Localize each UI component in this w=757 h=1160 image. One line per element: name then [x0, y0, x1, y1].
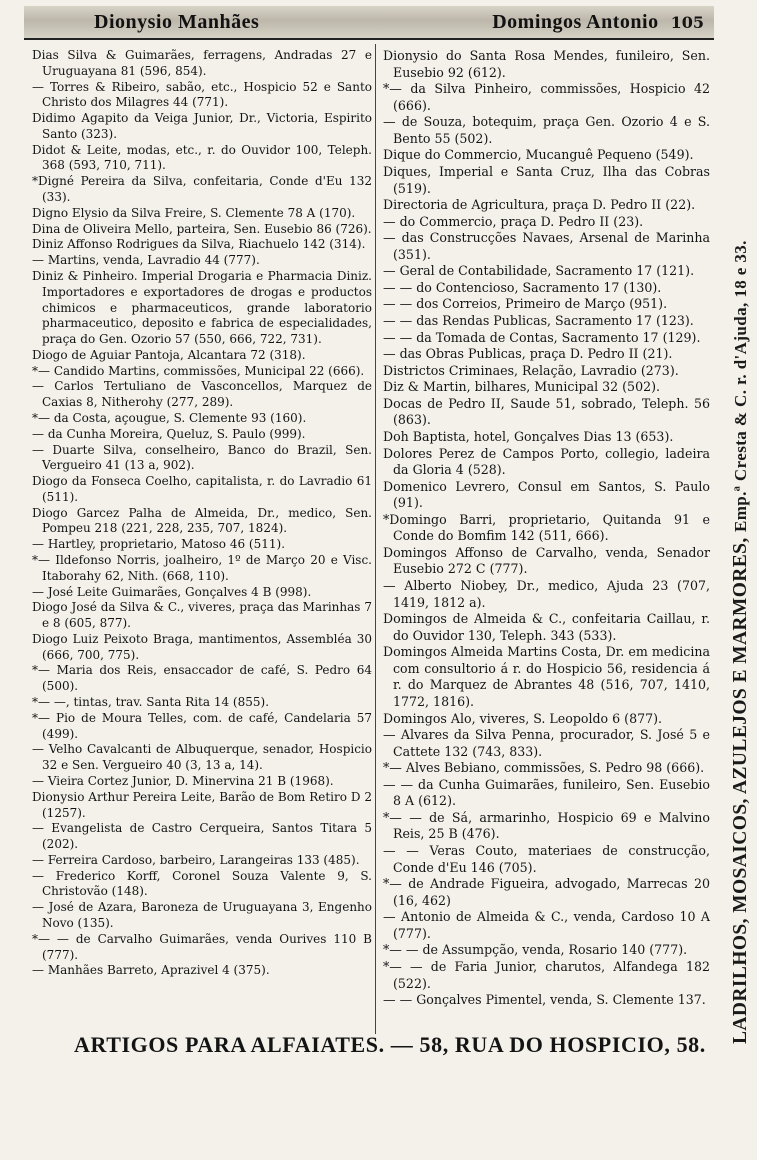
list-item: *— da Costa, açougue, S. Clemente 93 (160). — [32, 410, 307, 425]
list-item: — de Souza, botequim, praça Gen. Ozorio 4 e S. Bento 55 (502). — [383, 114, 710, 146]
list-item: — da Cunha Moreira, Queluz, S. Paulo (999). — [32, 426, 306, 441]
list-item: — — Gonçalves Pimentel, venda, S. Clemente 137. — [383, 992, 706, 1008]
list-item: Domingos Affonso de Carvalho, venda, Senador Eusebio 272 C (777). — [383, 544, 710, 577]
list-item: *— da Silva Pinheiro, commissões, Hospicio 42 (666). — [383, 81, 710, 113]
list-item: *— Ildefonso Norris, joalheiro, 1º de Março 20 e Visc. Itaborahy 62, Nith. (668, 110). — [32, 553, 372, 583]
list-item: Diogo Garcez Palha de Almeida, Dr., medico, Sen. Pompeu 218 (221, 228, 235, 707, 1824). — [32, 505, 372, 536]
list-item: *— Pio de Moura Telles, com. de café, Candelaria 57 (499). — [32, 710, 372, 741]
list-item: Didimo Agapito da Veiga Junior, Dr., Victoria, Espirito Santo (323). — [32, 111, 372, 141]
list-item: — Ferreira Cardoso, barbeiro, Larangeiras 133 (485). — [32, 852, 360, 867]
list-item: — — da Cunha Guimarães, funileiro, Sen. Eusebio 8 A (612). — [383, 776, 710, 809]
list-item: Diogo José da Silva & C., viveres, praça das Marinhas 7 e 8 (605, 877). — [32, 600, 372, 631]
list-item: — José de Azara, Baroneza de Uruguayana 3, Engenho Novo (135). — [32, 900, 372, 930]
list-item: — Duarte Silva, conselheiro, Banco do Brazil, Sen. Vergueiro 41 (13 a, 902). — [32, 442, 372, 473]
list-item: Directoria de Agricultura, praça D. Pedro II (22). — [383, 197, 696, 213]
page-header — [24, 6, 714, 40]
list-item: — Geral de Contabilidade, Sacramento 17 (121). — [383, 263, 695, 279]
list-item: Didot & Leite, modas, etc., r. do Ouvidor 100, Teleph. 368 (593, 710, 711). — [32, 142, 372, 173]
side-ad-main: LADRILHOS, MOSAICOS, AZULEJOS E MARMORES, — [730, 537, 751, 1044]
list-item: *— — de Carvalho Guimarães, venda Ourives 110 B (777). — [32, 931, 372, 962]
list-item: Dina de Oliveira Mello, parteira, Sen. Eusebio 86 (726). — [32, 221, 372, 236]
list-item: — Carlos Tertuliano de Vasconcellos, Marquez de Caxias 8, Nitherohy (277, 289). — [32, 379, 372, 410]
list-item: — Vieira Cortez Junior, D. Minervina 21 B (1968). — [32, 773, 334, 788]
list-item: — do Commercio, praça D. Pedro II (23). — [383, 213, 644, 229]
list-item: *Domingo Barri, proprietario, Quitanda 91 e Conde do Bomfim 142 (511, 666). — [383, 511, 710, 544]
list-item: Dique do Commercio, Mucanguê Pequeno (549). — [383, 147, 694, 163]
side-advertisement — [712, 44, 751, 1054]
side-ad-text — [730, 240, 752, 1044]
list-item: — Frederico Korff, Coronel Souza Valente 9, S. Christovão (148). — [32, 868, 372, 899]
list-item: *— Candido Martins, commissões, Municipal 22 (666). — [32, 363, 365, 378]
list-item: — Antonio de Almeida & C., venda, Cardoso 10 A (777). — [383, 909, 710, 941]
list-item: *— Maria dos Reis, ensaccador de café, S. Pedro 64 (500). — [32, 663, 372, 694]
list-item: — Manhães Barreto, Aprazivel 4 (375). — [32, 963, 270, 978]
list-item: — Alvares da Silva Penna, procurador, S. José 5 e Cattete 132 (743, 833). — [383, 727, 710, 759]
list-item: Dionysio do Santa Rosa Mendes, funileiro, Sen. Eusebio 92 (612). — [383, 48, 710, 80]
header-left-name: Dionysio Manhães — [94, 10, 260, 33]
list-item: Domenico Levrero, Consul em Santos, S. Paulo (91). — [383, 478, 710, 511]
list-item: Diogo de Aguiar Pantoja, Alcantara 72 (318). — [32, 347, 306, 362]
list-item: Docas de Pedro II, Saude 51, sobrado, Teleph. 56 (863). — [383, 395, 710, 428]
list-item: — Alberto Niobey, Dr., medico, Ajuda 23 (707, 1419, 1812 a). — [383, 578, 710, 610]
list-item: Dias Silva & Guimarães, ferragens, Andradas 27 e Uruguayana 81 (596, 854). — [32, 48, 372, 78]
list-item: Diques, Imperial e Santa Cruz, Ilha das Cobras (519). — [383, 163, 710, 196]
list-item: Dolores Perez de Campos Porto, collegio, ladeira da Gloria 4 (528). — [383, 445, 710, 478]
list-item: *— —, tintas, trav. Santa Rita 14 (855). — [32, 695, 270, 710]
list-item: — Evangelista de Castro Cerqueira, Santos Titara 5 (202). — [32, 821, 372, 852]
list-item: Domingos de Almeida & C., confeitaria Caillau, r. do Ouvidor 130, Teleph. 343 (533). — [383, 611, 710, 643]
list-item: *— Alves Bebiano, commissões, S. Pedro 98 (666). — [383, 760, 705, 776]
list-item: Districtos Criminaes, Relação, Lavradio (273). — [383, 362, 679, 378]
list-item: — — da Tomada de Contas, Sacramento 17 (129). — [383, 329, 701, 345]
list-item: Domingos Alo, viveres, S. Leopoldo 6 (877). — [383, 710, 663, 726]
list-item: — Velho Cavalcanti de Albuquerque, senador, Hospicio 32 e Sen. Vergueiro 40 (3, 13 a, 14). — [32, 742, 372, 773]
list-item: — — do Contencioso, Sacramento 17 (130). — [383, 279, 662, 295]
list-item: — — das Rendas Publicas, Sacramento 17 (123). — [383, 313, 694, 328]
list-item: — Torres & Ribeiro, sabão, etc., Hospicio 52 e Santo Christo dos Milagres 44 (771). — [32, 79, 372, 110]
left-column — [32, 48, 372, 979]
list-item: *— — de Faria Junior, charutos, Alfandega 182 (522). — [383, 958, 710, 991]
list-item: Dionysio Arthur Pereira Leite, Barão de Bom Retiro D 2 (1257). — [32, 789, 372, 820]
list-item: — das Construcções Navaes, Arsenal de Marinha (351). — [383, 230, 710, 262]
footer-advertisement: ARTIGOS PARA ALFAIATES. — 58, RUA DO HOSPICIO, 58. — [74, 1032, 706, 1057]
list-item: — das Obras Publicas, praça D. Pedro II (21). — [383, 346, 673, 362]
list-item: *— — de Assumpção, venda, Rosario 140 (777). — [383, 942, 688, 958]
list-item: Domingos Almeida Martins Costa, Dr. em medicina com consultorio á r. do Hospicio 56, residencia á r. do Marquez de Abrantes 48 (516, 707, 1410, 1772, 1816). — [383, 644, 710, 709]
list-item: — Martins, venda, Lavradio 44 (777). — [32, 253, 260, 268]
header-right — [492, 11, 704, 34]
header-right-name: Domingos Antonio — [492, 10, 659, 33]
side-ad-small: Emp.ª Cresta & C. r. d'Ajuda, 18 e 33. — [731, 240, 750, 533]
list-item: *— de Andrade Figueira, advogado, Marrecas 20 (16, 462) — [383, 876, 710, 908]
list-item: — José Leite Guimarães, Gonçalves 4 B (998). — [32, 584, 312, 599]
list-item: Diz & Martin, bilhares, Municipal 32 (502). — [383, 379, 661, 395]
list-item: — — dos Correios, Primeiro de Março (951). — [383, 296, 668, 312]
right-column — [383, 48, 710, 1009]
list-item: Diogo Luiz Peixoto Braga, mantimentos, Assembléa 30 (666, 700, 775). — [32, 631, 372, 662]
list-item: *Digné Pereira da Silva, confeitaria, Conde d'Eu 132 (33). — [32, 174, 372, 205]
list-item: Diogo da Fonseca Coelho, capitalista, r. do Lavradio 61 (511). — [32, 474, 372, 504]
list-item: — Hartley, proprietario, Matoso 46 (511). — [32, 537, 286, 552]
column-divider — [375, 44, 376, 1034]
list-item: Doh Baptista, hotel, Gonçalves Dias 13 (653). — [383, 428, 674, 444]
page-number: 105 — [670, 12, 704, 32]
list-item: — — Veras Couto, materiaes de construcção, Conde d'Eu 146 (705). — [383, 843, 710, 875]
list-item: *— — de Sá, armarinho, Hospicio 69 e Malvino Reis, 25 B (476). — [383, 809, 710, 842]
list-item: Diniz Affonso Rodrigues da Silva, Riachuelo 142 (314). — [32, 237, 366, 252]
list-item: Digno Elysio da Silva Freire, S. Clemente 78 A (170). — [32, 205, 356, 220]
list-item: Diniz & Pinheiro. Imperial Drogaria e Pharmacia Diniz. Importadores e exportadores de drogas e productos chimicos e pharmaceuticos, grande laboratorio pharmaceutico, deposito e fabrica de especialidades, praça do Gen. Ozorio 57 (550, 666, 722, 731). — [32, 268, 372, 347]
